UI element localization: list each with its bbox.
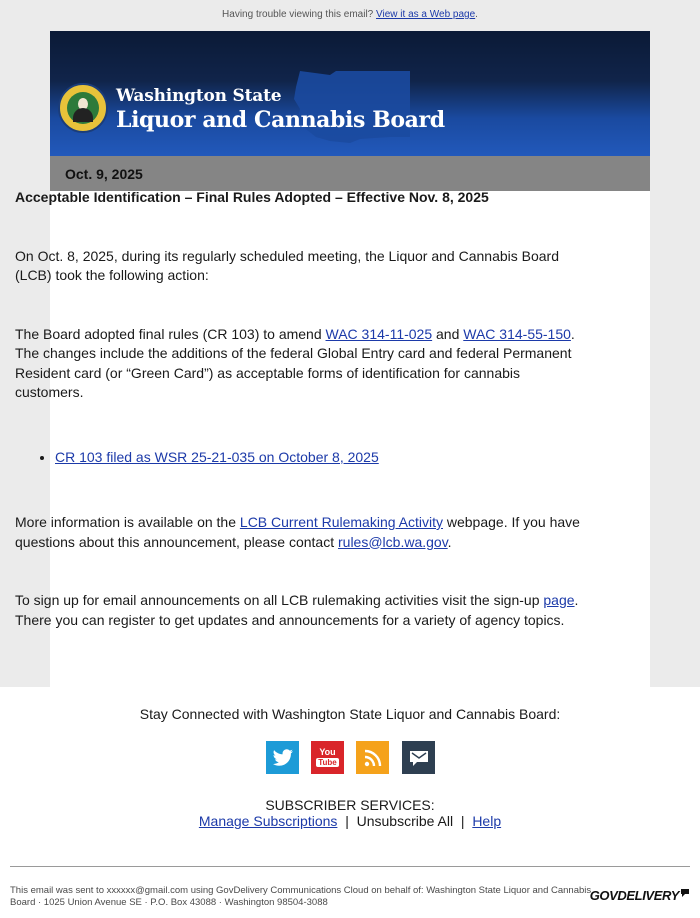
paragraph-1: On Oct. 8, 2025, during its regularly scheduled meeting, the Liquor and Cannabis Board (LCB) took the following action: [15, 247, 559, 283]
govdelivery-logo[interactable]: GOVDELIVERY [590, 888, 690, 903]
manage-subscriptions-link[interactable]: Manage Subscriptions [198, 813, 338, 829]
rss-icon[interactable] [356, 741, 389, 774]
help-link[interactable]: Help [472, 813, 502, 829]
filing-list [15, 448, 585, 468]
list-item [55, 448, 585, 468]
article-title: Acceptable Identification – Final Rules Adopted – Effective Nov. 8, 2025 [15, 189, 489, 205]
header-banner [50, 31, 650, 156]
cr103-filing-link[interactable]: CR 103 filed as WSR 25-21-035 on October 8, 2025 [55, 448, 379, 465]
rulemaking-activity-link[interactable]: LCB Current Rulemaking Activity [239, 514, 443, 530]
brand-line-2: Liquor and Cannabis Board [116, 107, 445, 133]
paragraph-4: To sign up for email announcements on all LCB rulemaking activities visit the sign-up page. There you can register to get updates and announcements for a variety of agency topics. [15, 592, 579, 628]
preheader-text: Having trouble viewing this email? [222, 9, 374, 20]
brand-line-1: Washington State [116, 86, 282, 106]
social-icons [266, 741, 436, 774]
subscriber-services-label: SUBSCRIBER SERVICES: [265, 797, 435, 813]
unsubscribe-all-text[interactable]: Unsubscribe All [356, 813, 454, 829]
wac-314-55-150-link[interactable]: WAC 314-55-150 [463, 325, 571, 342]
speech-bubble-icon [680, 888, 690, 898]
paragraph-3: More information is available on the LCB Current Rulemaking Activity webpage. If you have questions about this announcement, please contact rules@lcb.wa.gov. [15, 514, 580, 550]
date-bar [50, 156, 650, 191]
stay-connected-text: Stay Connected with Washington State Liquor and Cannabis Board: [139, 706, 561, 722]
wac-314-11-025-link[interactable]: WAC 314-11-025 [325, 325, 433, 342]
subscriber-services: SUBSCRIBER SERVICES: Manage Subscriptions | Unsubscribe All | Help [0, 797, 700, 829]
preheader: Having trouble viewing this email? View it as a Web page. [222, 9, 478, 20]
footer-fineprint: This email was sent to xxxxxx@gmail.com using GovDelivery Communications Cloud on behalf of: Washington State Liquor and Cannabis Board · 1025 Union Avenue SE · P.O. Box 43088 · Washington 98504-3088 [10, 885, 592, 908]
signup-page-link[interactable]: page [543, 592, 575, 608]
issue-date: Oct. 9, 2025 [65, 166, 143, 182]
footer-divider [10, 866, 690, 867]
rules-email-link[interactable]: rules@lcb.wa.gov [338, 533, 448, 550]
paragraph-2: The Board adopted final rules (CR 103) to amend WAC 314-11-025 and WAC 314-55-150. The changes include the additions of the federal Global Entry card and federal Permanent Resident card (or “Green Card”) as acceptable forms of identification for cannabis customers. [15, 325, 575, 400]
email-icon[interactable] [402, 741, 435, 774]
twitter-icon[interactable] [266, 741, 299, 774]
state-seal-logo [58, 83, 108, 133]
youtube-icon[interactable]: You Tube [311, 741, 344, 774]
view-web-page-link[interactable]: View it as a Web page [376, 9, 476, 20]
article-body [15, 188, 585, 630]
